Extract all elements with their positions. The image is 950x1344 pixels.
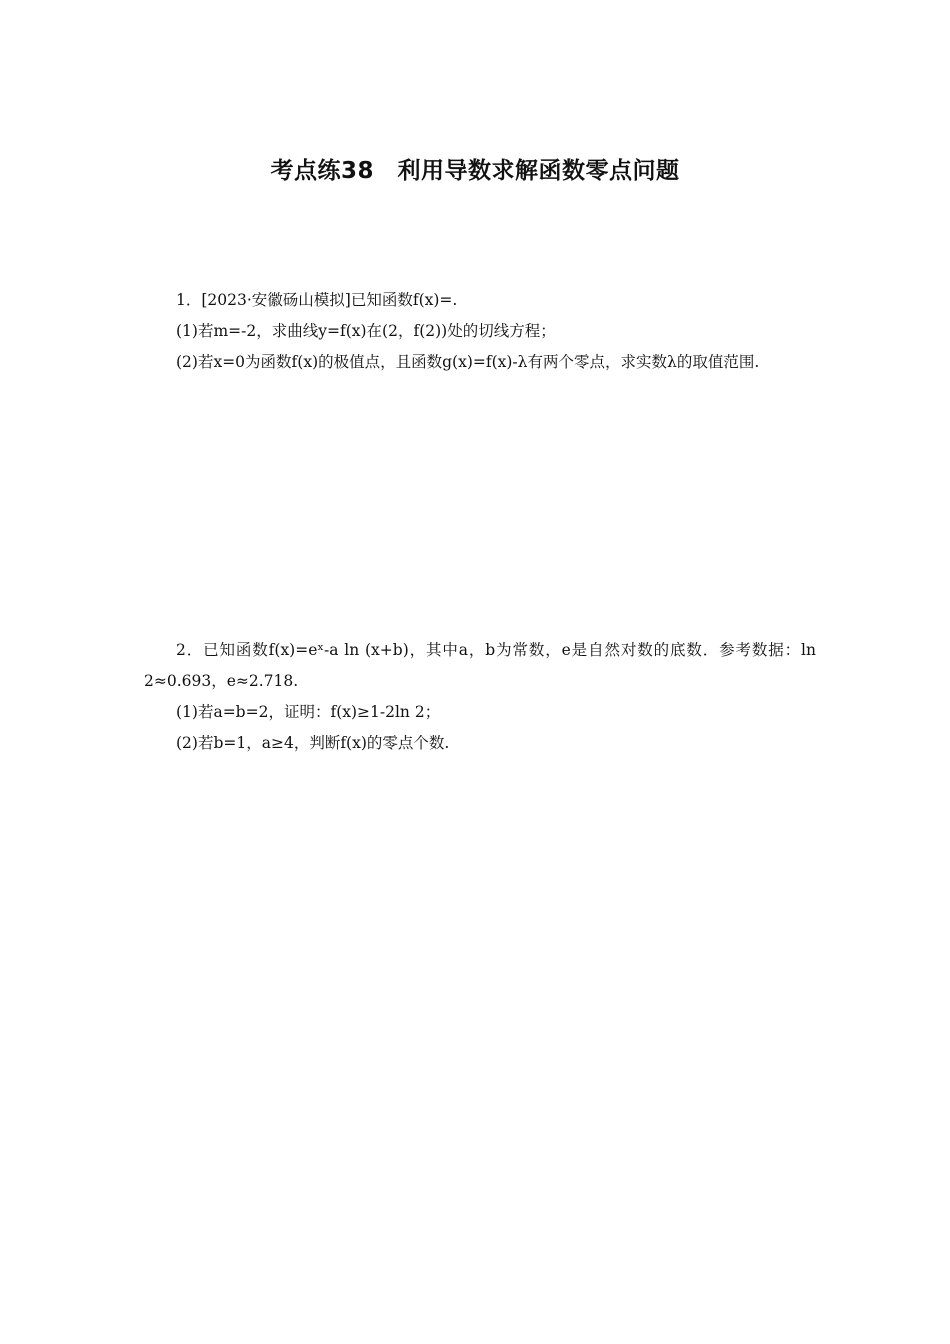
problem-2 — [144, 635, 816, 759]
problem-2-stem: 2．已知函数f(x)=eˣ-a ln (x+b)，其中a，b为常数，e是自然对数的底数．参考数据：ln 2≈0.693，e≈2.718. — [144, 641, 816, 690]
problem-1-part-2: (2)若x=0为函数f(x)的极值点，且函数g(x)=f(x)-λ有两个零点，求实数λ的取值范围. — [176, 353, 760, 371]
problem-2-part-2: (2)若b=1，a≥4，判断f(x)的零点个数. — [176, 734, 450, 752]
problem-1-stem: 1．[2023·安徽砀山模拟]已知函数f(x)=. — [176, 291, 458, 309]
problem-2-part-1: (1)若a=b=2，证明：f(x)≥1-2ln 2； — [176, 703, 441, 721]
page-title: 考点练38 利用导数求解函数零点问题 — [270, 158, 680, 184]
problem-1-part-1: (1)若m=-2，求曲线y=f(x)在(2，f(2))处的切线方程； — [176, 322, 556, 340]
problem-1 — [144, 285, 816, 378]
